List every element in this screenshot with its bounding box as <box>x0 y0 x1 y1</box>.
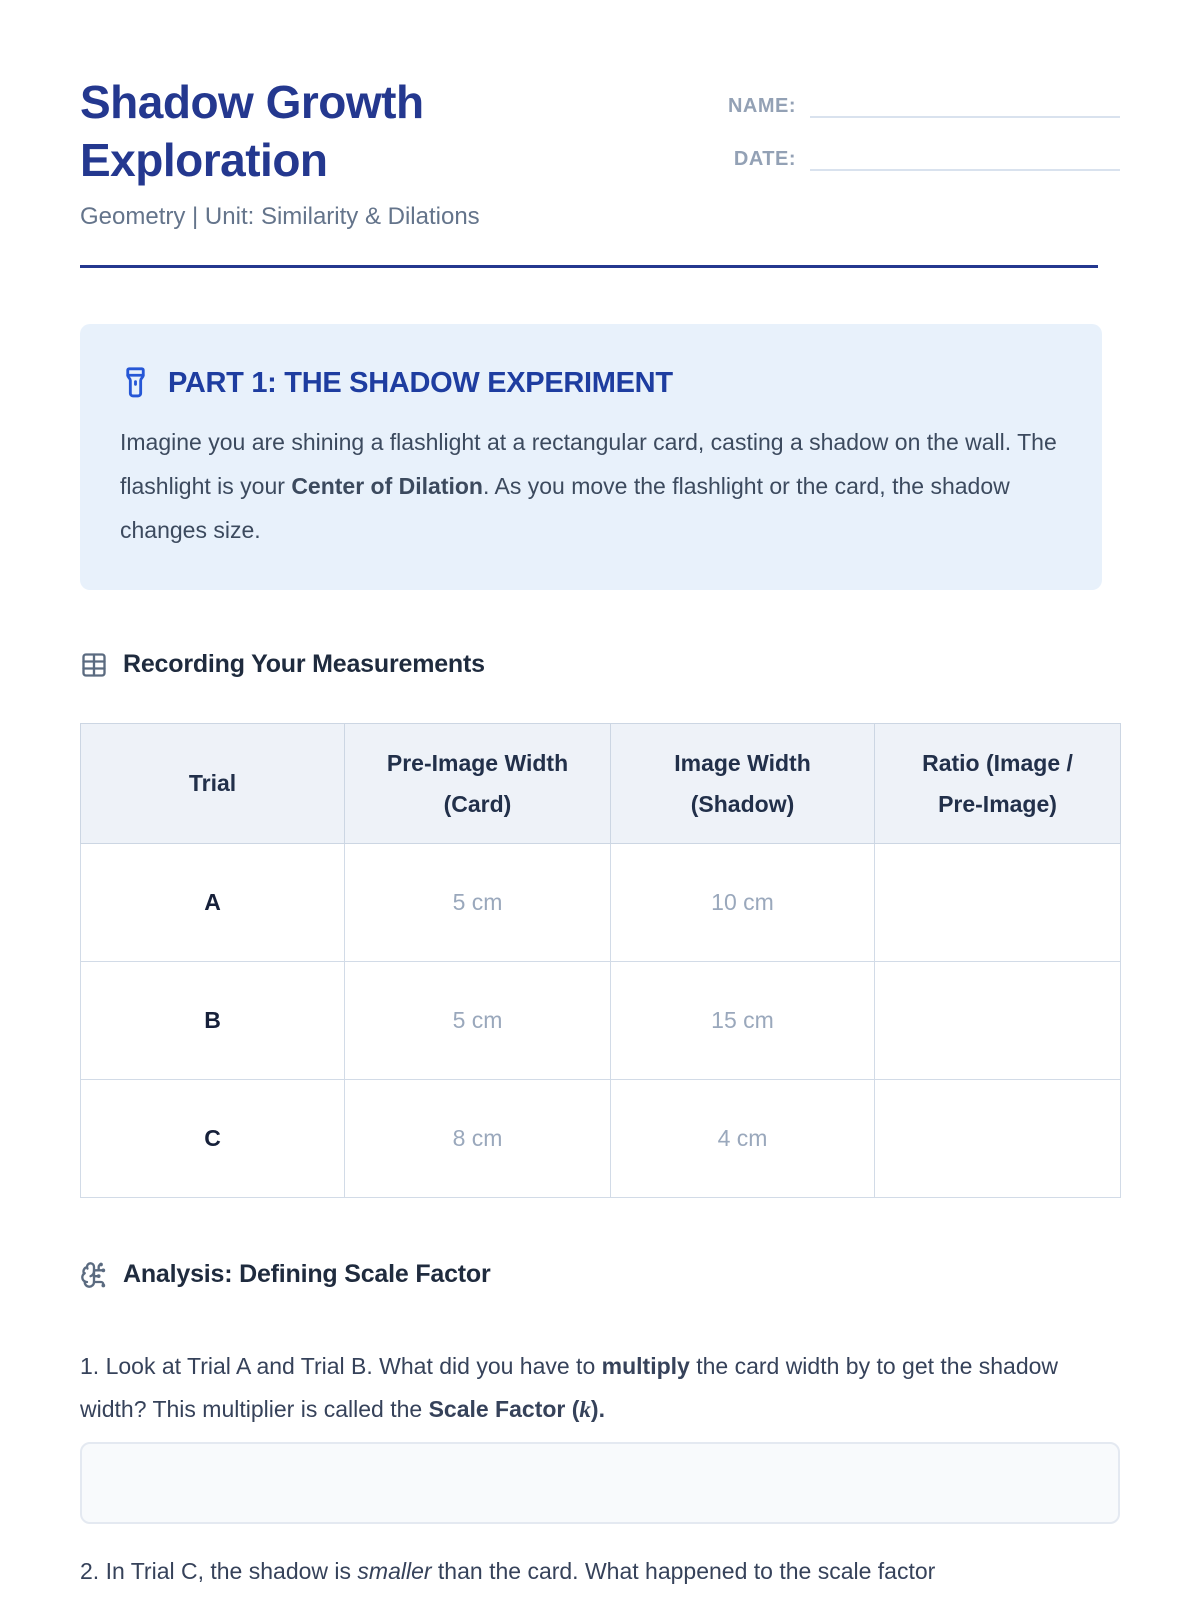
table-row-trial-a <box>81 844 1121 962</box>
question-1-answer-box[interactable] <box>80 1442 1120 1524</box>
col-header-pre-image-width: Pre-Image Width (Card) <box>345 724 611 844</box>
col-header-image-width: Image Width (Shadow) <box>611 724 875 844</box>
name-input-line[interactable] <box>810 86 1120 118</box>
q1-seg6: ). <box>590 1396 605 1423</box>
part1-body-seg2: . As you move the flashlight or the card, the shadow changes size. <box>120 473 1010 544</box>
trial-a-image: 10 cm <box>611 844 875 962</box>
flashlight-icon <box>120 366 151 400</box>
table-row-trial-b <box>81 962 1121 1080</box>
part1-callout <box>80 324 1102 590</box>
question-1 <box>80 1345 1100 1431</box>
header-divider <box>80 265 1098 268</box>
header <box>80 74 1120 231</box>
brain-circuit-icon <box>80 1261 108 1289</box>
q1-seg2: the card width by to get the shadow width? This multiplier is called the <box>80 1353 1059 1423</box>
date-field-row <box>722 139 1120 171</box>
analysis-heading-text: Analysis: Defining Scale Factor <box>123 1260 491 1289</box>
analysis-heading <box>80 1260 1120 1289</box>
part1-body-bold-center-of-dilation: Center of Dilation <box>291 473 483 500</box>
q2-italic-smaller: smaller <box>357 1557 432 1584</box>
q1-bold-multiply: multiply <box>601 1353 690 1380</box>
trial-b-pre-image: 5 cm <box>345 962 611 1080</box>
q2-seg2: than the card. What happened to the scale factor <box>431 1557 936 1584</box>
date-label: DATE: <box>733 148 796 170</box>
q1-seg0: 1. Look at Trial A and Trial B. What did you have to <box>80 1353 602 1380</box>
trial-c-image: 4 cm <box>611 1080 875 1198</box>
trial-c-pre-image: 8 cm <box>345 1080 611 1198</box>
date-input-line[interactable] <box>810 139 1120 171</box>
part1-heading-text: PART 1: THE SHADOW EXPERIMENT <box>168 366 673 399</box>
measurements-heading <box>80 650 1120 679</box>
part1-heading <box>120 366 1062 400</box>
table-row-trial-c <box>81 1080 1121 1198</box>
name-label: NAME: <box>727 95 796 117</box>
part1-body <box>120 420 1062 552</box>
part1-body-seg0: Imagine you are shining a flashlight at a rectangular card, casting a shadow on the wall. The flashlight is your <box>120 429 1057 500</box>
measurements-table <box>80 723 1121 1198</box>
q1-bold-scale-factor: Scale Factor <box>428 1396 566 1423</box>
name-field-row <box>722 86 1120 118</box>
title-block <box>80 74 660 231</box>
page-title: Shadow Growth Exploration <box>80 76 424 186</box>
trial-a-label: A <box>81 844 345 962</box>
col-header-ratio: Ratio (Image / Pre-Image) <box>875 724 1121 844</box>
page-subtitle: Geometry | Unit: Similarity & Dilations <box>80 203 480 230</box>
question-2 <box>80 1550 1100 1593</box>
trial-a-pre-image: 5 cm <box>345 844 611 962</box>
trial-c-ratio-blank[interactable] <box>875 1080 1121 1198</box>
q2-seg0: 2. In Trial C, the shadow is <box>80 1557 358 1584</box>
col-header-trial: Trial <box>81 724 345 844</box>
trial-b-image: 15 cm <box>611 962 875 1080</box>
table-icon <box>80 651 108 679</box>
table-header-row <box>81 724 1121 844</box>
trial-a-ratio-blank[interactable] <box>875 844 1121 962</box>
name-date-fields <box>722 74 1120 192</box>
trial-b-label: B <box>81 962 345 1080</box>
measurements-heading-text: Recording Your Measurements <box>123 650 485 679</box>
q1-seg4: ( <box>565 1396 580 1423</box>
trial-b-ratio-blank[interactable] <box>875 962 1121 1080</box>
trial-c-label: C <box>81 1080 345 1198</box>
q1-math-k: k <box>579 1397 591 1423</box>
